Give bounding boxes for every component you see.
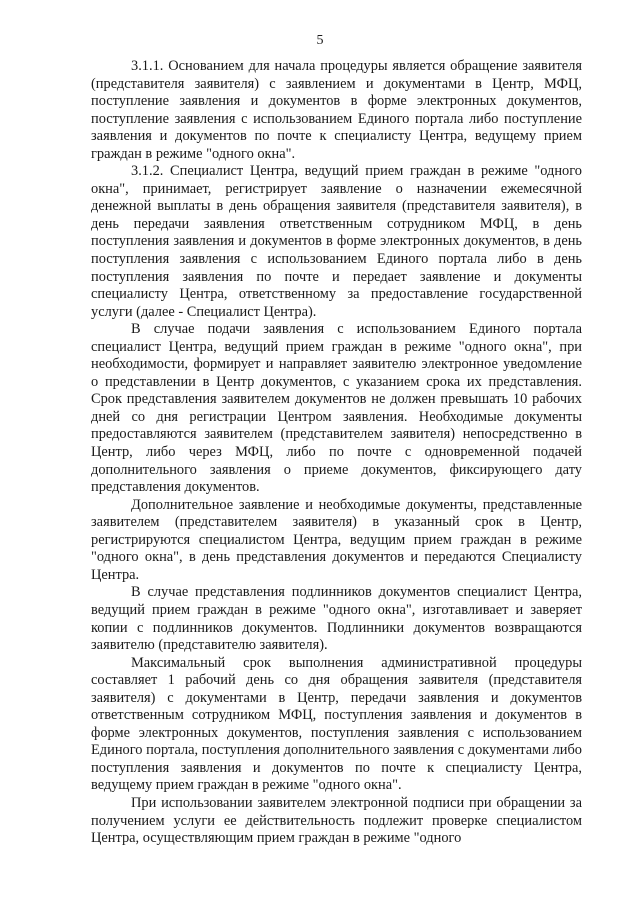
paragraph-3-1-1: 3.1.1. Основанием для начала процедуры является обращение заявителя (представителя заявителя) с заявлением и документами в Центр, МФЦ, поступление заявления и документов в форме электронных документов, поступление заявления с использованием Единого портала либо поступление заявления и документов по почте к специалисту Центра, ведущему прием граждан в режиме "одного окна". [91,58,582,162]
paragraph-portal-submission: В случае подачи заявления с использованием Единого портала специалист Центра, ведущий прием граждан в режиме "одного окна", при необходимости, формирует и направляет заявителю электронное уведомление о представлении в Центр документов, с указанием срока их представления. Срок представления заявителем документов не должен превышать 10 рабочих дней со дня регистрации Центром заявления. Необходимые документы предоставляются заявителем (представителем заявителя) непосредственно в Центр, либо через МФЦ, либо по почте с одновременной подачей дополнительного заявления о приеме документов, фиксирующего дату представления документов. [91,321,582,496]
paragraph-originals: В случае представления подлинников документов специалист Центра, ведущий прием граждан в режиме "одного окна", изготавливает и заверяет копии с подлинников документов. Подлинники документов возвращаются заявителю (представителю заявителя). [91,584,582,654]
paragraph-3-1-2: 3.1.2. Специалист Центра, ведущий прием граждан в режиме "одного окна", принимает, регистрирует заявление о назначении ежемесячной денежной выплаты в день обращения заявителя (представителя заявителя), в день передачи заявления ответственным сотрудником МФЦ, в день поступления заявления и документов в форме электронных документов, в день поступления заявления с использованием Единого портала либо в день поступления заявления по почте и передает заявление и документы специалисту Центра, ответственному за предоставление государственной услуги (далее - Специалист Центра). [91,163,582,320]
paragraph-electronic-signature: При использовании заявителем электронной подписи при обращении за получением услуги ее действительность подлежит проверке специалистом Центра, осуществляющим прием граждан в режиме "одного [91,794,582,847]
page-number: 5 [316,33,324,48]
document-body [91,58,582,848]
paragraph-max-term: Максимальный срок выполнения административной процедуры составляет 1 рабочий день со дня обращения заявителя (представителя заявителя) с документами в Центр, передачи заявления и документов ответственным сотрудником МФЦ, поступления заявления и документов в форме электронных документов, поступления заявления с использованием Единого портала, поступления дополнительного заявления с документами либо поступления заявления и документов по почте к специалисту Центра, ведущему прием граждан в режиме "одного окна". [91,654,582,794]
paragraph-additional-application: Дополнительное заявление и необходимые документы, представленные заявителем (представителем заявителя) в указанный срок в Центр, регистрируются специалистом Центра, ведущим прием граждан в режиме "одного окна", в день представления документов и передаются Специалисту Центра. [91,496,582,583]
